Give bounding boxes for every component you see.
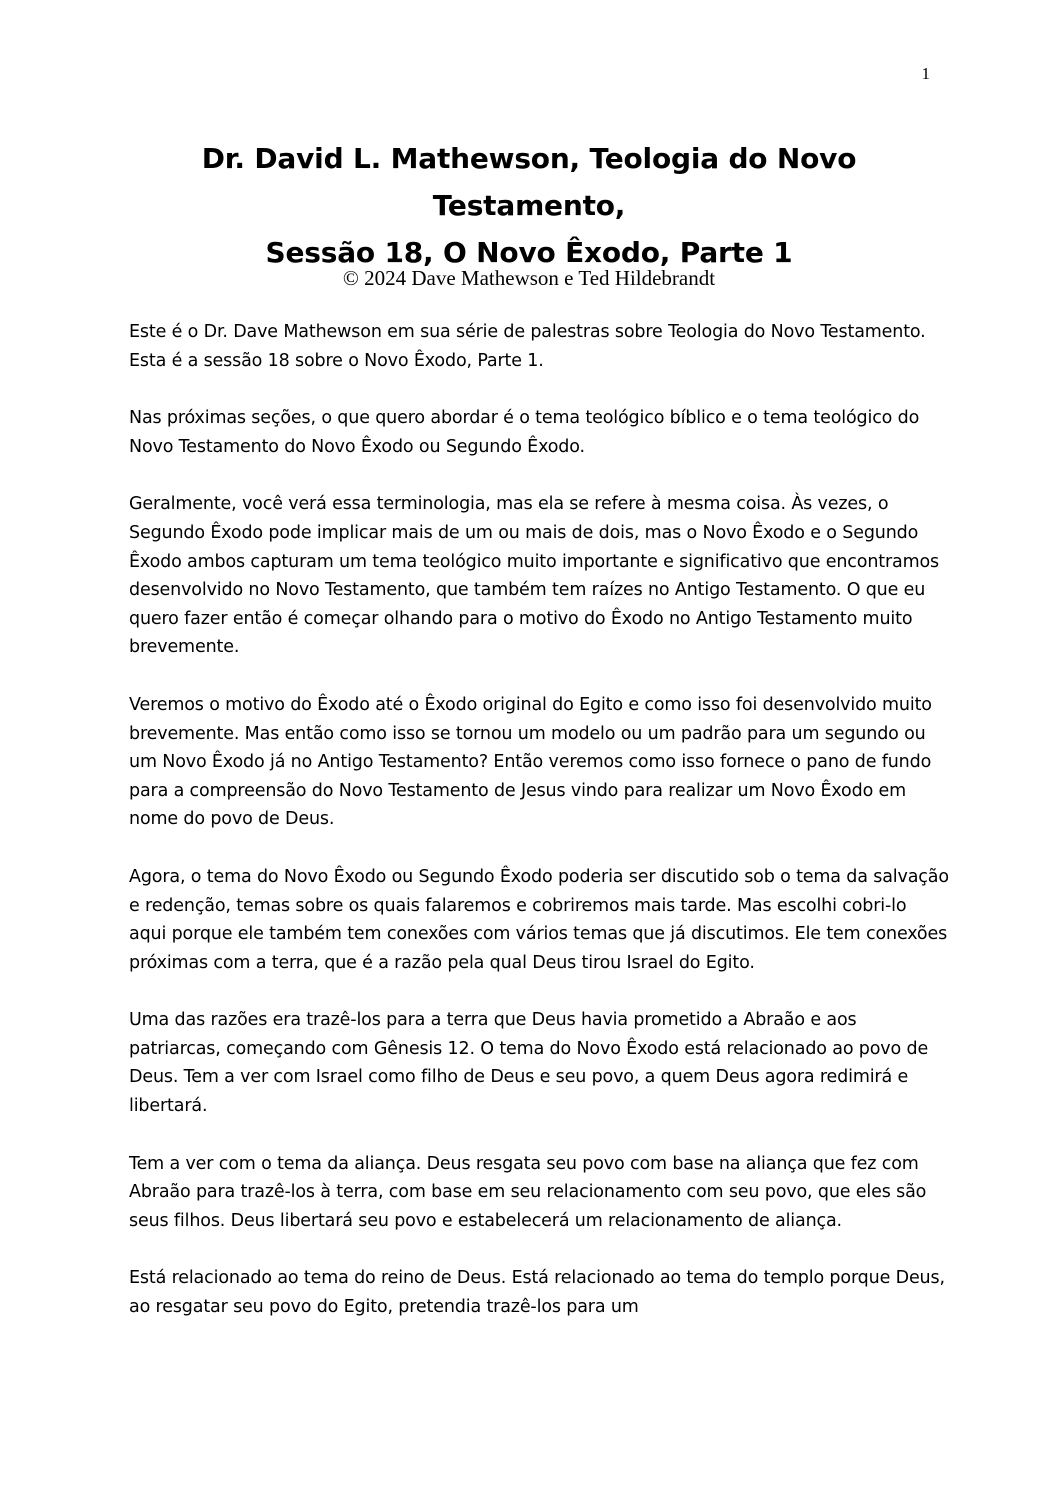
title-line-2: Testamento, <box>432 189 626 222</box>
copyright-notice: © 2024 Dave Mathewson e Ted Hildebrandt <box>342 266 716 290</box>
page-number: 1 <box>921 64 930 83</box>
paragraph: Uma das razões era trazê-los para a terra que Deus havia prometido a Abraão e aos patriarcas, começando com Gênesis 12. O tema do Novo Êxodo está relacionado ao povo de Deus. Tem a ver com Israel como filho de Deus e seu povo, a quem Deus agora redimirá e libertará. <box>129 1010 929 1117</box>
paragraph: Este é o Dr. Dave Mathewson em sua série de palestras sobre Teologia do Novo Testamento. Esta é a sessão 18 sobre o Novo Êxodo, Parte 1. <box>129 322 926 371</box>
paragraph: Agora, o tema do Novo Êxodo ou Segundo Êxodo poderia ser discutido sob o tema da salvação e redenção, temas sobre os quais falaremos e cobriremos mais tarde. Mas escolhi cobri-lo aqui porque ele também tem conexões com vários temas que já discutimos. Ele tem conexões próximas com a terra, que é a razão pela qual Deus tirou Israel do Egito. <box>129 866 949 973</box>
paragraph: Nas próximas seções, o que quero abordar é o tema teológico bíblico e o tema teológico do Novo Testamento do Novo Êxodo ou Segundo Êxodo. <box>129 408 920 457</box>
paragraph: Tem a ver com o tema da aliança. Deus resgata seu povo com base na aliança que fez com Abraão para trazê-los à terra, com base em seu relacionamento com seu povo, que eles são seus filhos. Deus libertará seu povo e estabelecerá um relacionamento de aliança. <box>129 1153 927 1231</box>
page-title <box>129 135 929 276</box>
paragraph: Geralmente, você verá essa terminologia, mas ela se refere à mesma coisa. Às vezes, o Segundo Êxodo pode implicar mais de um ou mais de dois, mas o Novo Êxodo e o Segundo Êxodo ambos capturam um tema teológico muito importante e significativo que encontramos desenvolvido no Novo Testamento, que também tem raízes no Antigo Testamento. O que eu quero fazer então é começar olhando para o motivo do Êxodo no Antigo Testamento muito brevemente. <box>129 494 940 658</box>
paragraph: Está relacionado ao tema do reino de Deus. Está relacionado ao tema do templo porque Deus, ao resgatar seu povo do Egito, pretendia trazê-los para um <box>129 1268 945 1318</box>
body-text <box>129 318 949 1351</box>
title-line-3: Sessão 18, O Novo Êxodo, Parte 1 <box>265 236 793 269</box>
paragraph: Veremos o motivo do Êxodo até o Êxodo original do Egito e como isso foi desenvolvido muito brevemente. Mas então como isso se tornou um modelo ou um padrão para um segundo ou um Novo Êxodo já no Antigo Testamento? Então veremos como isso fornece o pano de fundo para a compreensão do Novo Testamento de Jesus vindo para realizar um Novo Êxodo em nome do povo de Deus. <box>129 694 932 830</box>
title-line-1: Dr. David L. Mathewson, Teologia do Novo <box>201 142 857 175</box>
